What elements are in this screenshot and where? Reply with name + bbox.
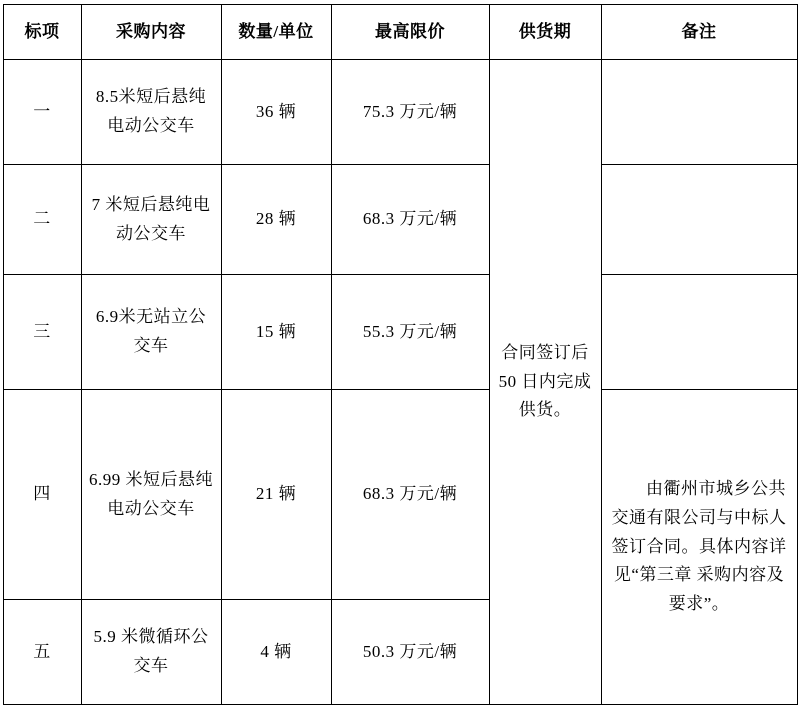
cell-price: 68.3 万元/辆 bbox=[331, 390, 489, 600]
cell-lot: 四 bbox=[3, 390, 81, 600]
cell-remark-empty-2 bbox=[601, 165, 797, 275]
table-row bbox=[3, 165, 797, 275]
cell-item: 5.9 米微循环公交车 bbox=[81, 600, 221, 705]
column-header-remark: 备注 bbox=[601, 5, 797, 60]
column-header-delivery: 供货期 bbox=[489, 5, 601, 60]
table-row bbox=[3, 390, 797, 600]
table-row bbox=[3, 275, 797, 390]
table-row bbox=[3, 60, 797, 165]
column-header-item: 采购内容 bbox=[81, 5, 221, 60]
column-header-price: 最高限价 bbox=[331, 5, 489, 60]
cell-price: 68.3 万元/辆 bbox=[331, 165, 489, 275]
cell-quantity: 28 辆 bbox=[221, 165, 331, 275]
remark-text: 由衢州市城乡公共交通有限公司与中标人签订合同。具体内容详见“第三章 采购内容及要求”。 bbox=[611, 478, 787, 614]
cell-item: 6.99 米短后悬纯电动公交车 bbox=[81, 390, 221, 600]
cell-quantity: 15 辆 bbox=[221, 275, 331, 390]
cell-lot: 三 bbox=[3, 275, 81, 390]
cell-delivery-term: 合同签订后50 日内完成供货。 bbox=[489, 60, 601, 705]
cell-price: 50.3 万元/辆 bbox=[331, 600, 489, 705]
cell-lot: 二 bbox=[3, 165, 81, 275]
cell-remark-empty-1 bbox=[601, 60, 797, 165]
header-row bbox=[3, 5, 797, 60]
cell-item: 6.9米无站立公交车 bbox=[81, 275, 221, 390]
cell-item: 8.5米短后悬纯电动公交车 bbox=[81, 60, 221, 165]
procurement-table bbox=[3, 4, 798, 705]
column-header-quantity: 数量/单位 bbox=[221, 5, 331, 60]
cell-quantity: 4 辆 bbox=[221, 600, 331, 705]
cell-item: 7 米短后悬纯电动公交车 bbox=[81, 165, 221, 275]
cell-lot: 五 bbox=[3, 600, 81, 705]
cell-quantity: 21 辆 bbox=[221, 390, 331, 600]
table-header bbox=[3, 5, 797, 60]
cell-lot: 一 bbox=[3, 60, 81, 165]
cell-price: 55.3 万元/辆 bbox=[331, 275, 489, 390]
column-header-lot: 标项 bbox=[3, 5, 81, 60]
cell-remark-empty-3 bbox=[601, 275, 797, 390]
table-body bbox=[3, 60, 797, 705]
cell-quantity: 36 辆 bbox=[221, 60, 331, 165]
cell-remark bbox=[601, 390, 797, 705]
cell-price: 75.3 万元/辆 bbox=[331, 60, 489, 165]
